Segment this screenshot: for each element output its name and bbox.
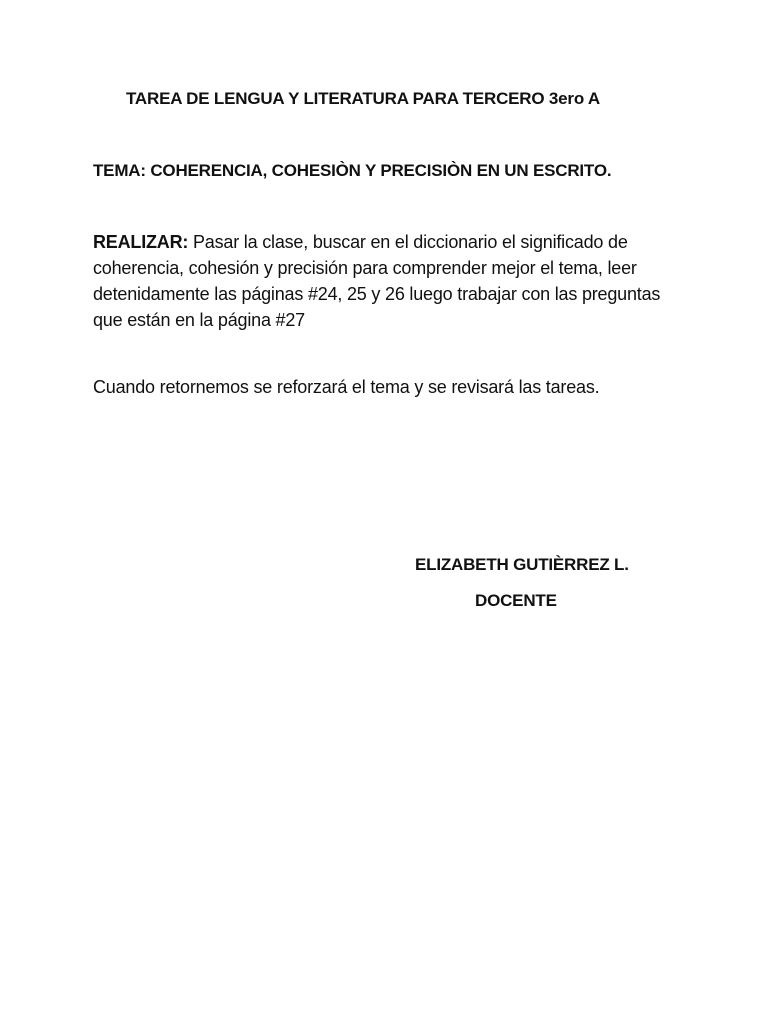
- document-title: TAREA DE LENGUA Y LITERATURA PARA TERCERO 3ero A: [126, 89, 600, 108]
- instructions-label: REALIZAR:: [93, 232, 189, 252]
- instructions-text: Pasar la clase, buscar en el diccionario el significado de coherencia, cohesión y precisión para comprender mejor el tema, leer detenidamente las páginas #24, 25 y 26 luego trabajar con las preguntas que están en la página #27: [93, 232, 661, 330]
- instructions-paragraph: [93, 229, 663, 333]
- closing-paragraph: Cuando retornemos se reforzará el tema y se revisará las tareas.: [93, 377, 600, 397]
- signature-name: ELIZABETH GUTIÈRREZ L.: [415, 555, 629, 574]
- topic-heading: TEMA: COHERENCIA, COHESIÒN Y PRECISIÒN EN UN ESCRITO.: [93, 161, 612, 180]
- signature-role: DOCENTE: [475, 591, 557, 610]
